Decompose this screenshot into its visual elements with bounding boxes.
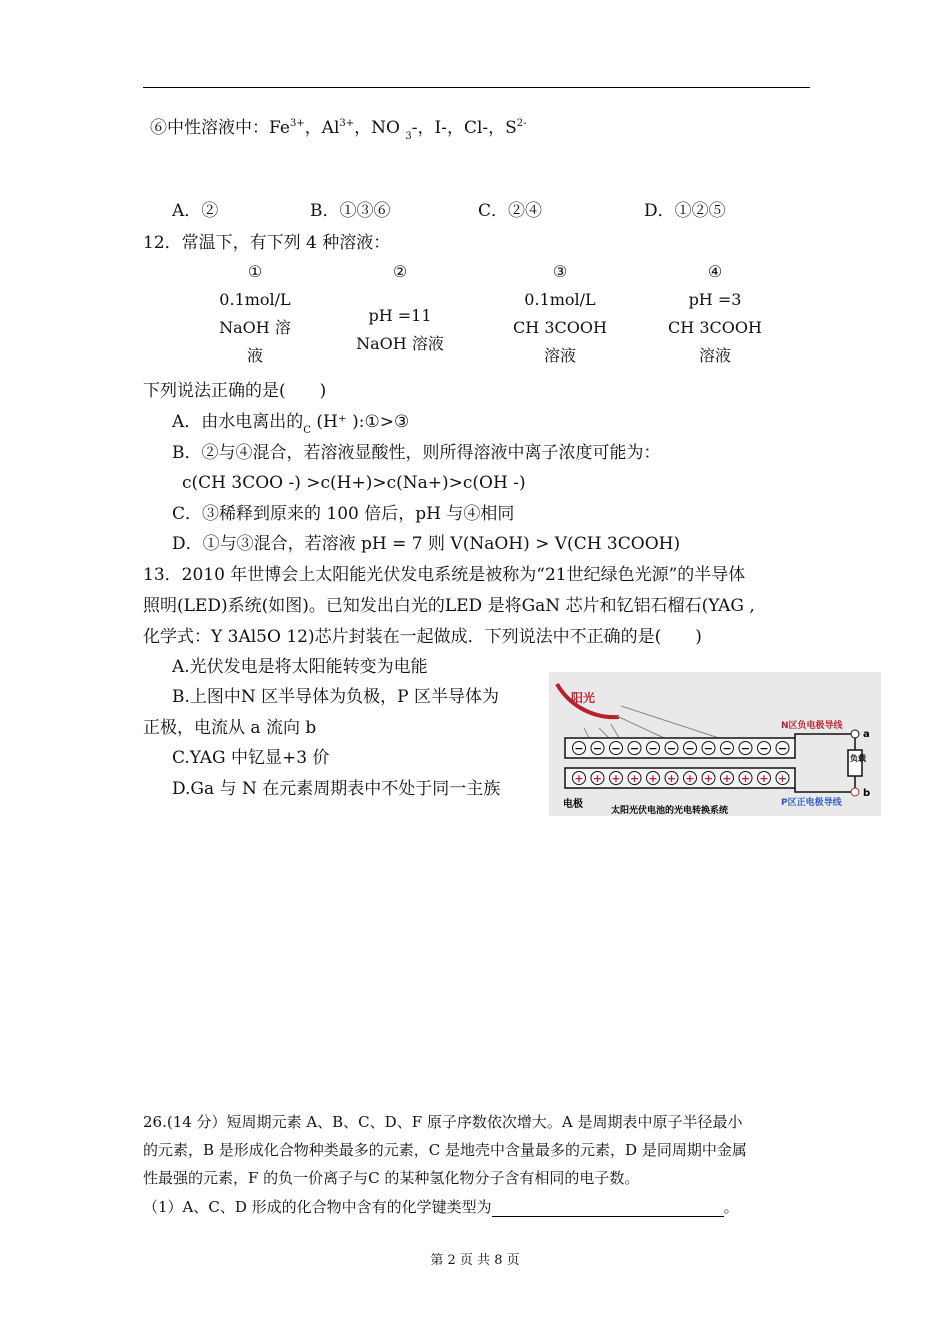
q12-col1 — [205, 258, 305, 370]
q12-col3 — [500, 258, 620, 370]
terminal-a-label: a — [863, 729, 870, 740]
minus-charge-glyph: − — [703, 742, 714, 755]
q12-col1-line: NaOH 溶 — [219, 318, 291, 337]
terminal-b — [851, 788, 859, 796]
q12-col3-line: CH 3COOH — [513, 318, 607, 337]
q26-line3: 性最强的元素，F 的负一价离子与C 的某种氢化物分子含有相同的电子数。 — [143, 1169, 640, 1187]
answer-blank[interactable] — [492, 1200, 724, 1217]
solar-cell-figure — [549, 672, 881, 816]
q12-col4-num: ④ — [707, 262, 723, 281]
minus-charge-glyph: − — [611, 742, 621, 755]
plus-charge-glyph: + — [611, 772, 621, 785]
q12-col2-line: pH =11 — [368, 306, 432, 325]
plus-charge-glyph: + — [740, 772, 751, 785]
sun-label: 阳光 — [571, 691, 596, 705]
q12-option-c: C．③稀释到原来的 100 倍后，pH 与④相同 — [172, 504, 515, 524]
minus-charge-glyph: − — [740, 742, 751, 755]
minus-charge-glyph: − — [648, 742, 658, 755]
terminal-a — [851, 730, 859, 738]
n-wire-label: N区负电极导线 — [781, 721, 843, 731]
plus-charge-glyph: + — [629, 772, 640, 785]
minus-charge-glyph: − — [759, 742, 769, 755]
q12-col4-line: CH 3COOH — [668, 318, 762, 337]
q13-line2: 照明(LED)系统(如图)。已知发出白光的LED 是将GaN 芯片和钇铝石榴石(YAG , — [143, 596, 755, 616]
q12-col1-line: 0.1mol/L — [219, 290, 291, 309]
q13-option-b-line2: 正极，电流从 a 流向 b — [143, 718, 317, 738]
q12-col3-line: 溶液 — [543, 346, 576, 365]
plus-charge-glyph: + — [574, 772, 584, 785]
q12-col4 — [660, 258, 770, 370]
q12-col1-line: 液 — [246, 346, 263, 365]
q26-line1: 26.(14 分）短周期元素 A、B、C、D、F 原子序数依次增大。A 是周期表中原子半径最小 — [143, 1113, 743, 1131]
load-label: 负载 — [850, 754, 866, 763]
q12-option-b-formula: c(CH 3COO -) >c(H+)>c(Na+)>c(OH -) — [182, 473, 526, 493]
plus-charge-glyph: + — [685, 772, 695, 785]
q12-option-a: A．由水电离出的$_C$ (H⁺ ):①>③ — [172, 412, 410, 436]
q13-option-b-line1: B.上图中N 区半导体为负极，P 区半导体为 — [172, 687, 500, 707]
minus-charge-glyph: − — [666, 742, 677, 755]
minus-charge-glyph: − — [592, 742, 603, 755]
q13-option-a: A.光伏发电是将太阳能转变为电能 — [172, 657, 428, 677]
plus-charge-glyph: + — [759, 772, 769, 785]
plus-charge-glyph: + — [703, 772, 714, 785]
plus-charge-glyph: + — [648, 772, 658, 785]
q12-option-d: D．①与③混合，若溶液 pH = 7 则 V(NaOH) > V(CH 3COOH) — [172, 534, 681, 554]
minus-charge-glyph: − — [629, 742, 640, 755]
q12-col2 — [345, 258, 455, 358]
q12-col2-num: ② — [392, 262, 408, 281]
q13-option-d: D.Ga 与 N 在元素周期表中不处于同一主族 — [172, 779, 501, 799]
q12-col4-line: 溶液 — [698, 346, 731, 365]
header-rule — [143, 87, 810, 88]
q11-option-a: A．② — [172, 201, 219, 221]
q12-col2-line: NaOH 溶液 — [356, 334, 444, 353]
q12-option-b: B．②与④混合，若溶液显酸性，则所得溶液中离子浓度可能为： — [172, 443, 661, 463]
minus-charge-glyph: − — [777, 742, 788, 755]
plus-charge-glyph: + — [666, 772, 677, 785]
q12-col3-num: ③ — [552, 262, 568, 281]
plus-charge-glyph: + — [592, 772, 603, 785]
q12-stem: 12．常温下，有下列 4 种溶液： — [143, 233, 391, 253]
minus-charge-glyph: − — [574, 742, 584, 755]
figure-caption: 太阳光伏电池的光电转换系统 — [611, 806, 729, 816]
plus-charge-glyph: + — [722, 772, 732, 785]
q13-line1: 13．2010 年世博会上太阳能光伏发电系统是被称为“21世纪绿色光源”的半导体 — [143, 565, 746, 585]
q11-option-d: D．①②⑤ — [644, 201, 726, 221]
q11-option-c: C．②④ — [478, 201, 543, 221]
terminal-b-label: b — [863, 788, 871, 799]
q26-line2: 的元素，B 是形成化合物种类最多的元素，C 是地壳中含量最多的元素，D 是同周期中金属 — [143, 1141, 747, 1159]
q12-col1-num: ① — [247, 262, 263, 281]
minus-charge-glyph: − — [722, 742, 732, 755]
p-wire-label: P区正电极导线 — [781, 798, 842, 808]
q13-option-c: C.YAG 中钇显+3 价 — [172, 748, 330, 768]
plus-charge-glyph: + — [777, 772, 788, 785]
q11-item6: ⑥中性溶液中：$Fe^{3+}$，$Al^{3+}$，NO $_3$-，I-，Cl-，$S^{2-}$ — [150, 118, 527, 142]
q13-line3: 化学式：Y 3Al5O 12)芯片封装在一起做成．下列说法中不正确的是( ) — [143, 627, 702, 647]
electrode-label: 电极 — [563, 799, 583, 810]
q26-sub1: （1）A、C、D 形成的化合物中含有的化学键类型为 。 — [143, 1198, 739, 1216]
q11-option-b: B．①③⑥ — [310, 201, 391, 221]
minus-charge-glyph: − — [685, 742, 695, 755]
q12-col4-line: pH =3 — [688, 290, 742, 309]
q12-question: 下列说法正确的是( ) — [143, 381, 327, 401]
q12-col3-line: 0.1mol/L — [524, 290, 596, 309]
page-footer: 第 2 页 共 8 页 — [430, 1253, 520, 1268]
